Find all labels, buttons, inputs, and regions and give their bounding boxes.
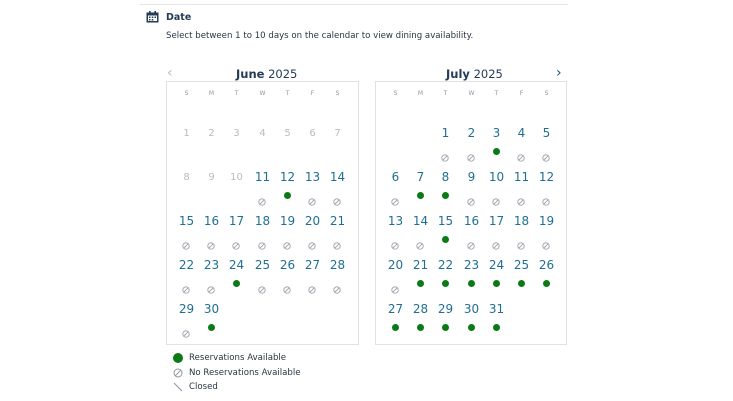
calendar-day	[325, 119, 350, 163]
legend-closed	[173, 382, 218, 392]
no-reservations-icon	[517, 235, 525, 243]
available-dot-icon	[468, 280, 475, 287]
available-dot-icon	[233, 280, 240, 287]
day-number: 8	[441, 170, 450, 184]
day-number: 14	[329, 170, 346, 184]
calendar-day	[224, 163, 249, 207]
calendar-day[interactable]	[250, 251, 275, 295]
available-dot-icon	[417, 324, 424, 331]
day-number: 28	[412, 302, 429, 316]
day-number: 14	[412, 214, 429, 228]
calendar-day[interactable]	[509, 251, 534, 295]
calendar-day[interactable]	[484, 295, 509, 339]
day-number: 31	[488, 302, 505, 316]
calendar-day[interactable]	[300, 163, 325, 207]
day-number: 1	[183, 128, 190, 139]
calendar-day[interactable]	[509, 119, 534, 163]
day-number: 18	[254, 214, 271, 228]
no-reservations-icon	[391, 279, 399, 287]
no-reservations-icon	[441, 147, 449, 155]
no-reservations-icon	[391, 235, 399, 243]
day-number: 26	[279, 258, 296, 272]
calendar-day[interactable]	[383, 207, 408, 251]
day-number: 5	[542, 126, 551, 140]
calendar-day	[199, 163, 224, 207]
date-title: Date	[166, 11, 192, 23]
calendar-day[interactable]	[433, 163, 458, 207]
day-number: 6	[309, 128, 316, 139]
available-dot-icon	[442, 192, 449, 199]
calendar-day	[224, 119, 249, 163]
calendar-day	[174, 119, 199, 163]
calendar-day[interactable]	[484, 119, 509, 163]
calendar-day[interactable]	[433, 251, 458, 295]
no-reservations-icon	[333, 279, 341, 287]
available-dot-icon	[417, 280, 424, 287]
available-dot-icon	[518, 280, 525, 287]
day-number: 24	[488, 258, 505, 272]
no-reservations-icon	[232, 235, 240, 243]
calendar-day[interactable]	[174, 251, 199, 295]
legend-no-reservations	[173, 368, 301, 378]
calendar-day[interactable]	[325, 207, 350, 251]
calendar-day[interactable]	[224, 251, 249, 295]
available-dot-icon	[208, 324, 215, 331]
month-name: June	[236, 67, 265, 81]
calendar-day[interactable]	[275, 207, 300, 251]
calendar-day[interactable]	[199, 251, 224, 295]
calendar-day[interactable]	[199, 295, 224, 339]
day-number: 2	[208, 128, 215, 139]
weekday-label: W	[468, 90, 475, 97]
available-dot-icon	[468, 324, 475, 331]
available-dot-icon	[417, 192, 424, 199]
weekday-label: F	[519, 90, 524, 97]
day-number: 7	[334, 128, 341, 139]
day-number: 22	[437, 258, 454, 272]
day-number: 27	[304, 258, 321, 272]
day-number: 10	[230, 172, 243, 183]
calendar-day[interactable]	[484, 251, 509, 295]
calendar-day[interactable]	[383, 295, 408, 339]
no-reservations-icon	[283, 235, 291, 243]
calendar-day[interactable]	[174, 295, 199, 339]
day-number: 6	[391, 170, 400, 184]
day-number: 13	[387, 214, 404, 228]
month-title-june	[236, 67, 297, 81]
no-reservations-icon	[467, 191, 475, 199]
chevron-left-icon[interactable]: ‹	[167, 65, 173, 81]
day-number: 16	[463, 214, 480, 228]
day-number: 17	[488, 214, 505, 228]
day-number: 30	[203, 302, 220, 316]
weekday-label: S	[335, 90, 340, 97]
calendar-day[interactable]	[383, 251, 408, 295]
date-section-header	[146, 11, 191, 23]
legend-available	[173, 353, 286, 363]
calendar-day[interactable]	[459, 119, 484, 163]
calendar-day	[199, 119, 224, 163]
no-reservations-icon	[416, 235, 424, 243]
day-number: 27	[387, 302, 404, 316]
calendar-day[interactable]	[459, 251, 484, 295]
day-number: 25	[513, 258, 530, 272]
calendar-day[interactable]	[509, 207, 534, 251]
weekday-label: S	[544, 90, 549, 97]
day-number: 19	[279, 214, 296, 228]
calendar-day[interactable]	[534, 251, 559, 295]
calendar-day[interactable]	[534, 207, 559, 251]
day-number: 13	[304, 170, 321, 184]
weekday-label: T	[443, 90, 448, 97]
calendar-day[interactable]	[383, 163, 408, 207]
calendar-day[interactable]	[408, 163, 433, 207]
calendar-day[interactable]	[325, 251, 350, 295]
weekday-label: M	[208, 90, 215, 97]
no-reservations-icon	[173, 368, 183, 378]
day-number: 19	[538, 214, 555, 228]
no-reservations-icon	[542, 235, 550, 243]
legend-label: Closed	[189, 382, 218, 392]
month-year: 2025	[473, 67, 503, 81]
no-reservations-icon	[258, 279, 266, 287]
day-number: 23	[463, 258, 480, 272]
calendar-day	[300, 119, 325, 163]
no-reservations-icon	[182, 279, 190, 287]
no-reservations-icon	[207, 235, 215, 243]
date-instructions: Select between 1 to 10 days on the calendar to view dining availability.	[166, 31, 474, 41]
no-reservations-icon	[258, 235, 266, 243]
no-reservations-icon	[308, 279, 316, 287]
calendar-day[interactable]	[433, 207, 458, 251]
available-dot-icon	[493, 280, 500, 287]
calendar-day[interactable]	[534, 119, 559, 163]
month-title-july	[446, 67, 503, 81]
calendar-day[interactable]	[300, 251, 325, 295]
calendar-day[interactable]	[250, 207, 275, 251]
weekday-label: M	[417, 90, 424, 97]
weekday-label: T	[234, 90, 239, 97]
no-reservations-icon	[283, 279, 291, 287]
calendar-day[interactable]	[300, 207, 325, 251]
day-number: 12	[538, 170, 555, 184]
calendar-day[interactable]	[433, 295, 458, 339]
day-number: 30	[463, 302, 480, 316]
no-reservations-icon	[333, 235, 341, 243]
day-number: 11	[254, 170, 271, 184]
calendar-day[interactable]	[224, 207, 249, 251]
calendar-icon	[146, 11, 159, 23]
calendar-day[interactable]	[275, 163, 300, 207]
no-reservations-icon	[207, 279, 215, 287]
day-number: 4	[259, 128, 266, 139]
available-dot-icon	[442, 324, 449, 331]
available-dot-icon	[284, 192, 291, 199]
day-number: 15	[437, 214, 454, 228]
day-number: 20	[304, 214, 321, 228]
day-number: 5	[284, 128, 291, 139]
available-dot-icon	[442, 280, 449, 287]
chevron-right-icon[interactable]: ›	[556, 65, 562, 81]
day-number: 17	[228, 214, 245, 228]
calendar-day	[275, 119, 300, 163]
day-number: 29	[437, 302, 454, 316]
calendar-day[interactable]	[459, 295, 484, 339]
day-number: 9	[467, 170, 476, 184]
calendar-day[interactable]	[174, 207, 199, 251]
calendar-day[interactable]	[509, 163, 534, 207]
no-reservations-icon	[517, 147, 525, 155]
section-divider	[140, 4, 568, 5]
no-reservations-icon	[517, 191, 525, 199]
no-reservations-icon	[333, 191, 341, 199]
no-reservations-icon	[182, 235, 190, 243]
calendar-day[interactable]	[199, 207, 224, 251]
calendar-day[interactable]	[433, 119, 458, 163]
day-number: 3	[492, 126, 501, 140]
day-number: 1	[441, 126, 450, 140]
day-number: 11	[513, 170, 530, 184]
day-number: 10	[488, 170, 505, 184]
available-dot-icon	[493, 148, 500, 155]
day-number: 22	[178, 258, 195, 272]
calendar-day[interactable]	[408, 295, 433, 339]
day-number: 3	[233, 128, 240, 139]
calendar-day[interactable]	[484, 163, 509, 207]
no-reservations-icon	[492, 235, 500, 243]
weekday-label: S	[184, 90, 189, 97]
calendar-day	[250, 119, 275, 163]
closed-slash-icon	[173, 382, 183, 392]
day-number: 21	[412, 258, 429, 272]
weekday-label: S	[393, 90, 398, 97]
weekday-label: T	[285, 90, 290, 97]
calendar-day[interactable]	[484, 207, 509, 251]
day-number: 26	[538, 258, 555, 272]
calendar-day[interactable]	[250, 163, 275, 207]
no-reservations-icon	[542, 147, 550, 155]
calendar-day[interactable]	[534, 163, 559, 207]
calendar-july	[375, 81, 567, 345]
calendar-day[interactable]	[408, 207, 433, 251]
legend-label: No Reservations Available	[189, 368, 301, 378]
day-number: 28	[329, 258, 346, 272]
day-number: 16	[203, 214, 220, 228]
available-dot-icon	[392, 324, 399, 331]
legend-label: Reservations Available	[189, 353, 287, 363]
day-number: 23	[203, 258, 220, 272]
weekday-label: T	[494, 90, 499, 97]
month-name: July	[446, 67, 470, 81]
available-dot-icon	[493, 324, 500, 331]
day-number: 4	[517, 126, 526, 140]
calendar-day[interactable]	[459, 163, 484, 207]
no-reservations-icon	[308, 191, 316, 199]
calendar-day[interactable]	[325, 163, 350, 207]
no-reservations-icon	[182, 323, 190, 331]
day-number: 21	[329, 214, 346, 228]
month-year: 2025	[268, 67, 298, 81]
day-number: 2	[467, 126, 476, 140]
day-number: 25	[254, 258, 271, 272]
day-number: 18	[513, 214, 530, 228]
calendar-june	[166, 81, 359, 345]
day-number: 9	[208, 172, 215, 183]
day-number: 24	[228, 258, 245, 272]
day-number: 20	[387, 258, 404, 272]
calendar-day[interactable]	[459, 207, 484, 251]
weekday-label: W	[259, 90, 266, 97]
no-reservations-icon	[467, 147, 475, 155]
day-number: 8	[183, 172, 190, 183]
day-number: 12	[279, 170, 296, 184]
available-dot-icon	[442, 236, 449, 243]
calendar-day	[174, 163, 199, 207]
calendar-day[interactable]	[275, 251, 300, 295]
day-number: 7	[416, 170, 425, 184]
no-reservations-icon	[542, 191, 550, 199]
no-reservations-icon	[492, 191, 500, 199]
no-reservations-icon	[308, 235, 316, 243]
weekday-label: F	[310, 90, 315, 97]
no-reservations-icon	[467, 235, 475, 243]
day-number: 15	[178, 214, 195, 228]
no-reservations-icon	[391, 191, 399, 199]
filled-dot-icon	[173, 353, 183, 363]
calendar-day[interactable]	[408, 251, 433, 295]
no-reservations-icon	[258, 191, 266, 199]
available-dot-icon	[543, 280, 550, 287]
day-number: 29	[178, 302, 195, 316]
